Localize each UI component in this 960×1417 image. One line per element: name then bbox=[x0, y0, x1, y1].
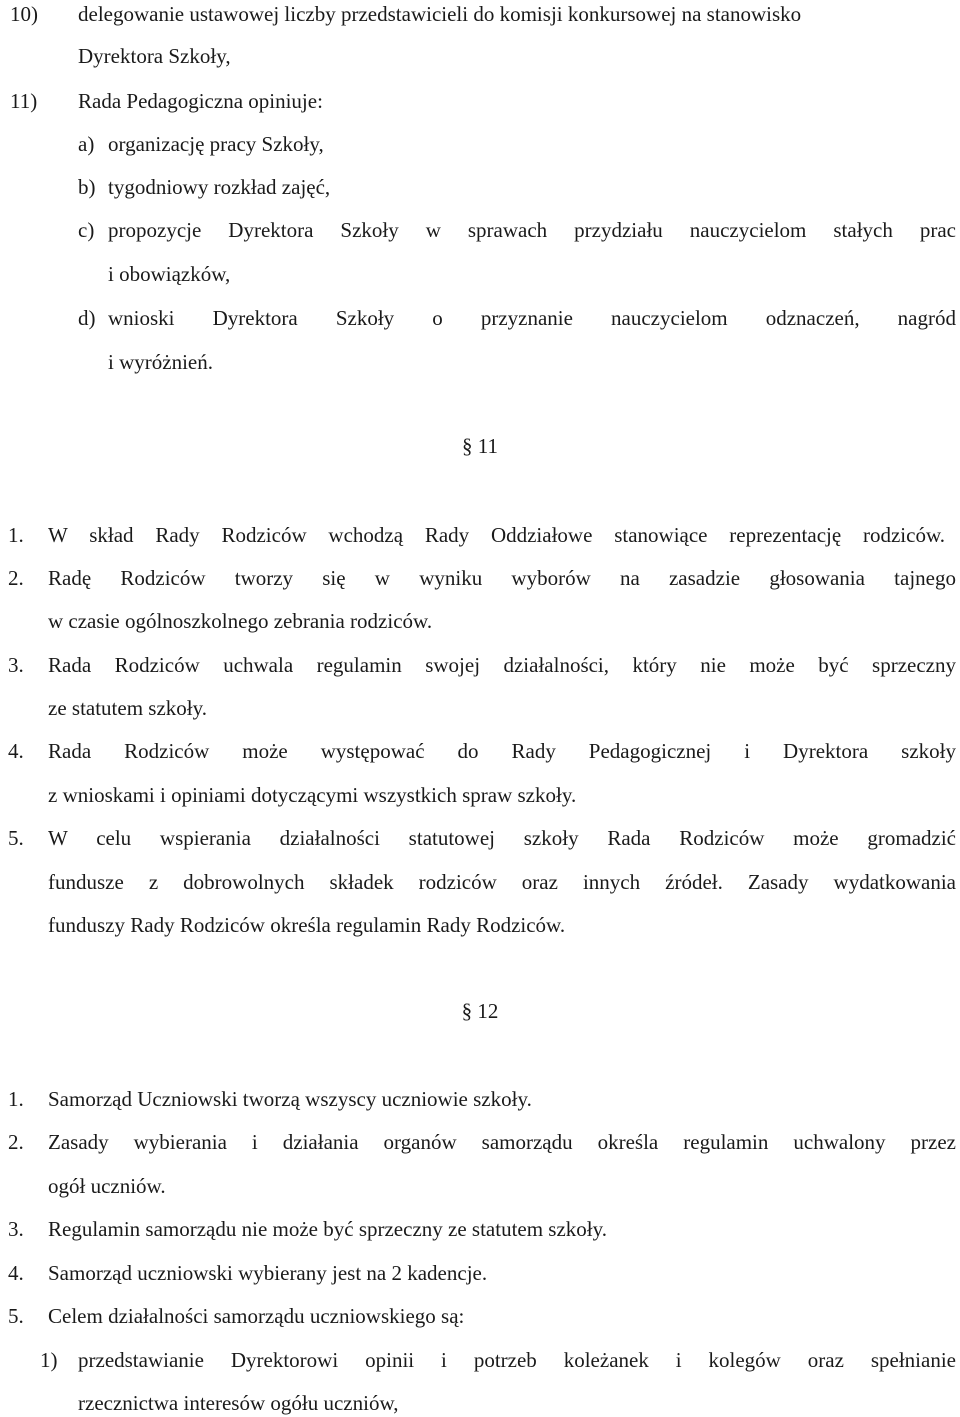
list-number: 5. bbox=[8, 826, 24, 850]
list-item-text: i wyróżnień. bbox=[108, 350, 213, 374]
list-item-text: rzecznictwa interesów ogółu uczniów, bbox=[78, 1391, 399, 1415]
list-item-text: Celem działalności samorządu uczniowskiego są: bbox=[48, 1304, 465, 1328]
list-item-text: Rada Rodziców może występować do Rady Pedagogicznej i Dyrektora szkoły bbox=[48, 739, 956, 763]
section-heading: § 12 bbox=[461, 999, 499, 1023]
list-item-text: tygodniowy rozkład zajęć, bbox=[108, 175, 331, 199]
list-number: 4. bbox=[8, 1261, 24, 1285]
list-item-text: i obowiązków, bbox=[108, 262, 231, 286]
list-number: 11) bbox=[10, 89, 38, 113]
list-item-text: ogół uczniów. bbox=[48, 1174, 166, 1198]
list-item-text: Regulamin samorządu nie może być sprzeczny ze statutem szkoły. bbox=[48, 1217, 608, 1241]
list-item-text: fundusze z dobrowolnych składek rodziców oraz innych źródeł. Zasady wydatkowania bbox=[48, 870, 956, 894]
list-item-text: Zasady wybierania i działania organów samorządu określa regulamin uchwalony przez bbox=[48, 1130, 956, 1154]
list-number: 1. bbox=[8, 1087, 24, 1111]
list-number: 3. bbox=[8, 1217, 24, 1241]
list-letter: c) bbox=[78, 218, 95, 242]
list-item-text: Samorząd Uczniowski tworzą wszyscy uczniowie szkoły. bbox=[48, 1087, 532, 1111]
list-item-text: W celu wspierania działalności statutowej szkoły Rada Rodziców może gromadzić bbox=[48, 826, 956, 850]
list-item-text: funduszy Rady Rodziców określa regulamin Rady Rodziców. bbox=[48, 913, 566, 937]
list-item-text: z wnioskami i opiniami dotyczącymi wszystkich spraw szkoły. bbox=[48, 783, 577, 807]
list-item-text: Radę Rodziców tworzy się w wyniku wyborów na zasadzie głosowania tajnego bbox=[48, 566, 956, 590]
list-number: 4. bbox=[8, 739, 24, 763]
list-item-text: Rada Pedagogiczna opiniuje: bbox=[78, 89, 323, 113]
list-letter: a) bbox=[78, 132, 95, 156]
list-number: 10) bbox=[10, 2, 38, 26]
list-number: 1. bbox=[8, 523, 24, 547]
list-number: 3. bbox=[8, 653, 24, 677]
list-number: 5. bbox=[8, 1304, 24, 1328]
list-item-text: W skład Rady Rodziców wchodzą Rady Oddziałowe stanowiące reprezentację rodziców. bbox=[48, 523, 945, 547]
section-heading: § 11 bbox=[462, 434, 498, 458]
list-item-text: Rada Rodziców uchwala regulamin swojej działalności, który nie może być sprzeczny bbox=[48, 653, 956, 677]
list-item-text: propozycje Dyrektora Szkoły w sprawach przydziału nauczycielom stałych prac bbox=[108, 218, 956, 242]
list-number: 2. bbox=[8, 1130, 24, 1154]
list-item-text: wnioski Dyrektora Szkoły o przyznanie nauczycielom odznaczeń, nagród bbox=[108, 306, 956, 330]
list-letter: d) bbox=[78, 306, 96, 330]
list-letter: b) bbox=[78, 175, 96, 199]
list-item-text: delegowanie ustawowej liczby przedstawicieli do komisji konkursowej na stanowisko bbox=[78, 2, 802, 26]
list-number: 2. bbox=[8, 566, 24, 590]
list-item-text: Samorząd uczniowski wybierany jest na 2 kadencje. bbox=[48, 1261, 488, 1285]
list-item-text: organizację pracy Szkoły, bbox=[108, 132, 324, 156]
list-item-text: ze statutem szkoły. bbox=[48, 696, 208, 720]
list-item-text: przedstawianie Dyrektorowi opinii i potrzeb koleżanek i kolegów oraz spełnianie bbox=[78, 1348, 956, 1372]
list-number: 1) bbox=[40, 1348, 58, 1372]
list-item-text: Dyrektora Szkoły, bbox=[78, 44, 231, 68]
list-item-text: w czasie ogólnoszkolnego zebrania rodziców. bbox=[48, 609, 433, 633]
